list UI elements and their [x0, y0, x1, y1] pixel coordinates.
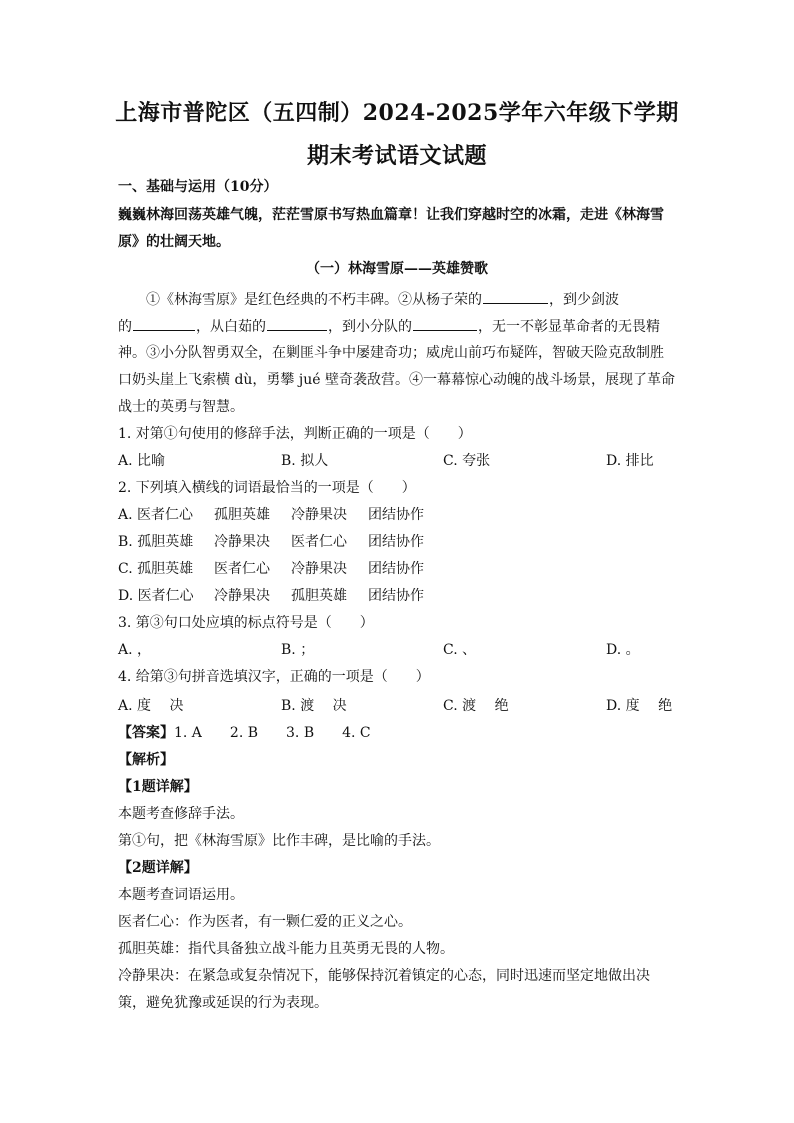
answer-text: 1. A 2. B 3. B 4. C — [174, 725, 371, 741]
question-4-stem: 4. 给第③句拼音选填汉字，正确的一项是（ ） — [118, 669, 430, 685]
q4-option-b: B. 渡 决 — [281, 698, 347, 714]
q2-cell: 冷静果决 — [214, 588, 270, 604]
detail-1-line-2: 第①句，把《林海雪原》比作丰碑，是比喻的手法。 — [118, 833, 440, 849]
title-line-1: 上海市普陀区（五四制）2024-2025学年六年级下学期 — [115, 100, 679, 126]
q2-cell: 冷静果决 — [291, 561, 347, 577]
q2-cell: A. 医者仁心 — [118, 507, 194, 523]
passage-text: ，到小分队的 — [328, 319, 412, 335]
q1-option-a: A. 比喻 — [118, 453, 166, 469]
q2-option-row-a — [118, 506, 445, 524]
passage-line-3: 神。③小分队智勇双全，在剿匪斗争中屡建奇功；威虎山前巧布疑阵，智破天险克敌制胜 — [118, 345, 664, 361]
q2-cell: 团结协作 — [368, 507, 424, 523]
answer-label: 【答案】 — [118, 725, 174, 741]
answer-line — [118, 724, 371, 742]
q2-cell: B. 孤胆英雄 — [118, 534, 194, 550]
detail-1-line-1: 本题考查修辞手法。 — [118, 806, 244, 822]
q4-option-d: D. 度 绝 — [606, 698, 673, 714]
q1-option-b: B. 拟人 — [281, 453, 329, 469]
detail-2-line-5: 策，避免犹豫或延误的行为表现。 — [118, 995, 328, 1011]
analysis-label: 【解析】 — [118, 752, 174, 768]
q2-cell: 孤胆英雄 — [291, 588, 347, 604]
q1-option-c: C. 夸张 — [443, 453, 491, 469]
detail-2-line-3: 孤胆英雄：指代具备独立战斗能力且英勇无畏的人物。 — [118, 941, 454, 957]
passage-text: ，到少剑波 — [549, 292, 619, 308]
passage-text: 的 — [118, 319, 132, 335]
passage-line-2 — [118, 317, 660, 336]
q3-option-d: D. 。 — [606, 642, 640, 658]
q4-option-c: C. 渡 绝 — [443, 698, 509, 714]
section-intro-line-2: 原》的壮阔天地。 — [118, 234, 230, 250]
detail-2-line-1: 本题考查词语运用。 — [118, 887, 244, 903]
q3-option-b: B. ； — [281, 642, 315, 658]
section-heading: 一、基础与运用（10分） — [118, 179, 278, 195]
q3-option-c: C. 、 — [443, 642, 477, 658]
q2-cell: 团结协作 — [368, 534, 424, 550]
fill-blank — [133, 317, 195, 331]
q2-cell: 团结协作 — [368, 588, 424, 604]
q1-option-d: D. 排比 — [606, 453, 654, 469]
passage-line-5: 战士的英勇与智慧。 — [118, 399, 244, 415]
title-line-2: 期末考试语文试题 — [306, 143, 487, 169]
q3-option-a: A. ， — [118, 642, 152, 658]
passage-text: ，从白茹的 — [196, 319, 266, 335]
question-3-stem: 3. 第③句口处应填的标点符号是（ ） — [118, 615, 374, 631]
passage-line-1 — [146, 290, 619, 309]
question-1-stem: 1. 对第①句使用的修辞手法，判断正确的一项是（ ） — [118, 426, 472, 442]
passage-text: ①《林海雪原》是红色经典的不朽丰碑。②从杨子荣的 — [146, 292, 482, 308]
detail-2-label: 【2题详解】 — [118, 860, 198, 876]
q2-cell: C. 孤胆英雄 — [118, 561, 194, 577]
fill-blank — [483, 290, 548, 304]
detail-1-label: 【1题详解】 — [118, 779, 198, 795]
q2-cell: D. 医者仁心 — [118, 588, 194, 604]
passage-text: ，无一不彰显革命者的无畏精 — [478, 319, 660, 335]
question-2-stem: 2. 下列填入横线的词语最恰当的一项是（ ） — [118, 480, 416, 496]
section-intro-line-1: 巍巍林海回荡英雄气魄，茫茫雪原书写热血篇章！让我们穿越时空的冰霜，走进《林海雪 — [118, 207, 664, 223]
q2-cell: 冷静果决 — [214, 534, 270, 550]
detail-2-line-2: 医者仁心：作为医者，有一颗仁爱的正义之心。 — [118, 914, 412, 930]
q2-cell: 医者仁心 — [214, 561, 270, 577]
q2-cell: 团结协作 — [368, 561, 424, 577]
passage-subheading: （一）林海雪原——英雄赞歌 — [306, 261, 488, 277]
q2-option-row-b — [118, 533, 445, 551]
q2-option-row-d — [118, 587, 445, 605]
q2-cell: 孤胆英雄 — [214, 507, 270, 523]
q2-cell: 医者仁心 — [291, 534, 347, 550]
q2-option-row-c — [118, 560, 445, 578]
detail-2-line-4: 冷静果决：在紧急或复杂情况下，能够保持沉着镇定的心态，同时迅速而坚定地做出决 — [118, 968, 650, 984]
passage-line-4: 口奶头崖上飞索横 dù，勇攀 jué 壁奇袭敌营。④一幕幕惊心动魄的战斗场景，展现了革命 — [118, 372, 675, 388]
q4-option-a: A. 度 决 — [118, 698, 184, 714]
fill-blank — [413, 317, 477, 331]
q2-cell: 冷静果决 — [291, 507, 347, 523]
fill-blank — [267, 317, 327, 331]
